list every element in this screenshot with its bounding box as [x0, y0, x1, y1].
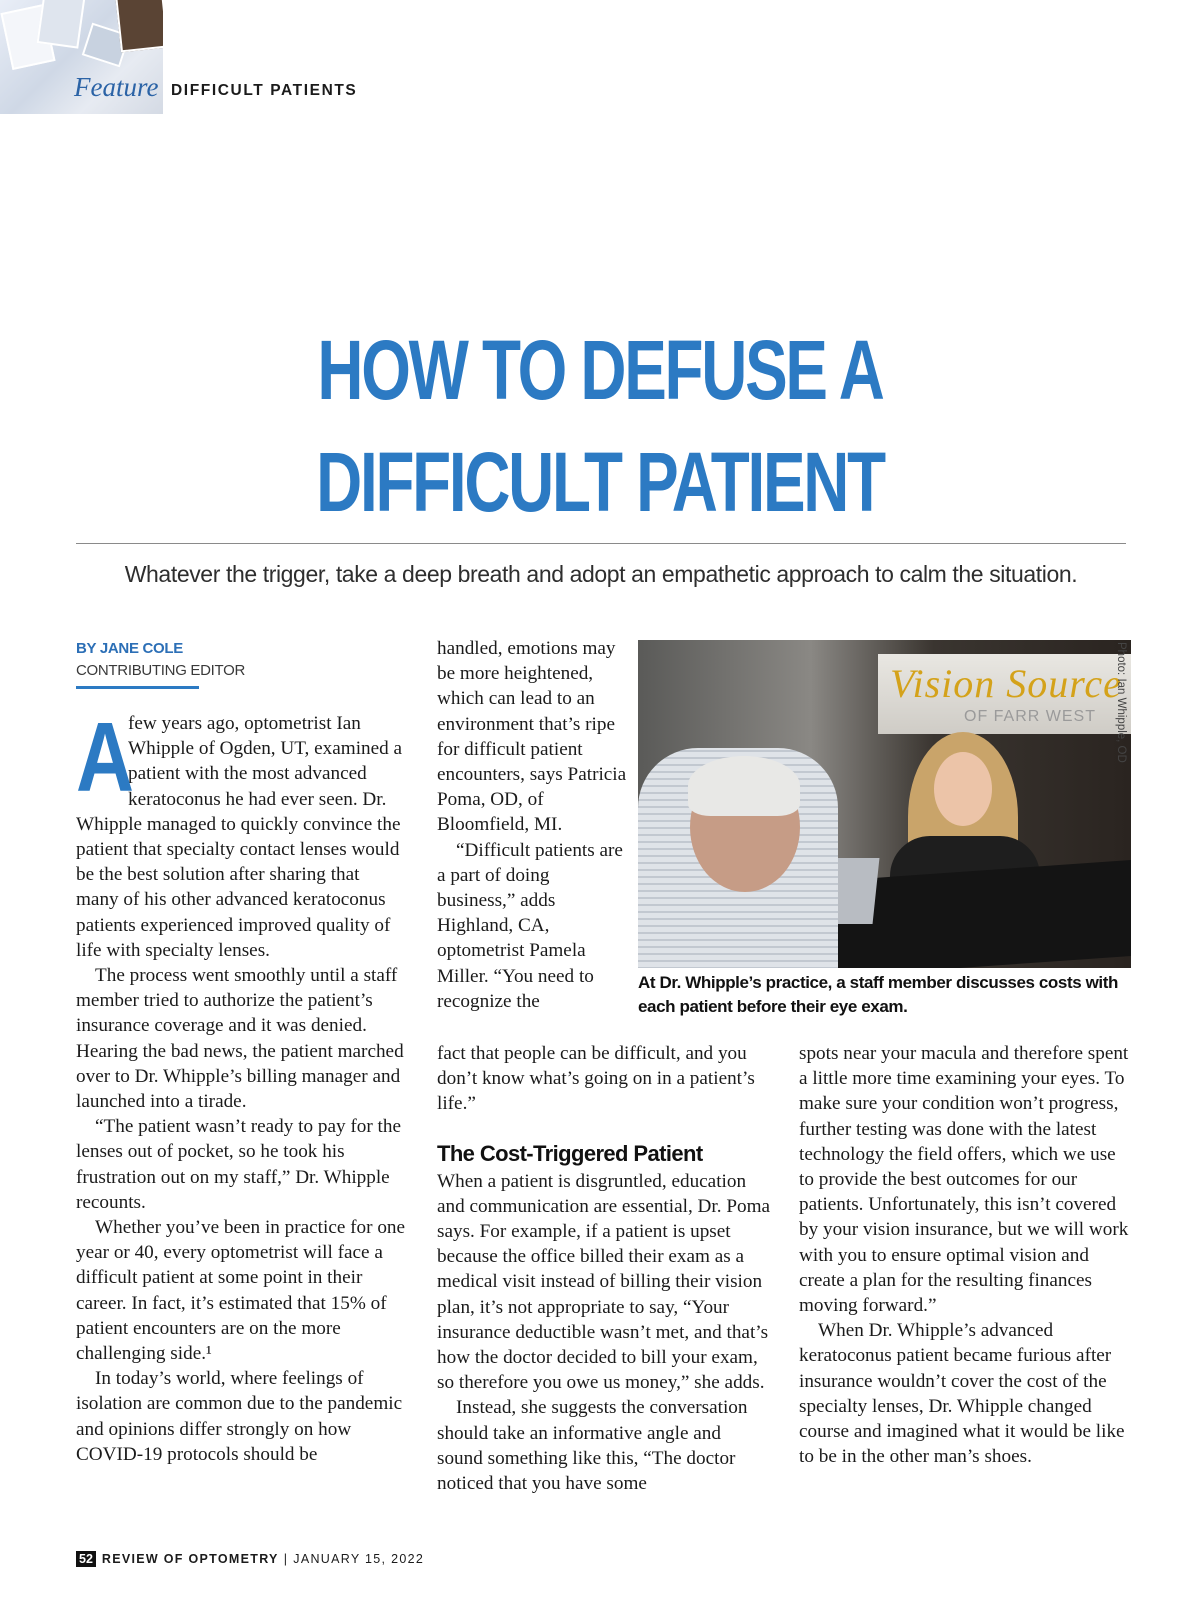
paragraph: When Dr. Whipple’s advanced keratoconus patient became furious after insurance wouldn’t cover the cost of the specialty lenses, Dr. Whipple changed course and imagined what it would be like to be in the other man’s shoes. — [799, 1320, 1125, 1468]
issue-date: JANUARY 15, 2022 — [293, 1552, 425, 1566]
page-number: 52 — [76, 1551, 96, 1567]
photo-credit: Photo: Ian Whipple, OD — [1115, 642, 1127, 763]
article-deck: Whatever the trigger, take a deep breath and adopt an empathetic approach to calm the situation. — [124, 561, 1078, 587]
sign-text: Vision Source — [890, 661, 1122, 706]
sign-subtext: OF FARR WEST — [964, 708, 1096, 725]
headline-line-2: DIFFICULT PATIENT — [316, 435, 884, 529]
magazine-name: REVIEW OF OPTOMETRY — [101, 1552, 279, 1566]
vision-source-sign — [878, 654, 1131, 734]
article-headline — [144, 314, 1056, 538]
paragraph: When a patient is disgruntled, education and communication are essential, Dr. Poma says. For example, if a patient is upset because the office billed their exam as a medical visit instead of billing their vision plan, it’s not appropriate to say, “Your insurance deductible wasn’t met, and that’s how the doctor decided to bill your exam, so therefore you owe us money,” she adds. — [437, 1170, 771, 1394]
byline-role: CONTRIBUTING EDITOR — [76, 662, 246, 679]
paragraph: spots near your macula and therefore spent a little more time examining your eyes. To make sure your condition won’t progress, further testing was done with the latest technology the field offers, which we use to provide the best outcomes for our patients. Unfortunately, this isn’t covered by your vision insurance, but we will work with you to ensure optimal vision and create a plan for the resulting finances moving forward.” — [799, 1043, 1129, 1317]
photo-caption: At Dr. Whipple’s practice, a staff member discusses costs with each patient before their eye exam. — [638, 973, 1119, 1016]
section-label: DIFFICULT PATIENTS — [171, 82, 358, 99]
paragraph: fact that people can be difficult, and you don’t know what’s going on in a patient’s life.” — [437, 1043, 755, 1115]
drop-cap: A — [76, 702, 135, 812]
paragraph: few years ago, optometrist Ian Whipple of Ogden, UT, examined a patient with the most advanced keratoconus he had ever seen. Dr. Whipple managed to quickly convince the patient that specialty contact lenses would be the best solution after sharing that many of his other advanced keratoconus patients experienced improved quality of life with specialty lenses. — [76, 713, 403, 961]
article-column-2-bottom — [437, 1041, 771, 1496]
feature-label: Feature — [74, 72, 159, 102]
paragraph: Instead, she suggests the conversation should take an informative angle and sound something like this, “The doctor noticed that you have some — [437, 1397, 748, 1495]
article-column-2-top — [437, 636, 627, 1014]
paragraph: In today’s world, where feelings of isolation are common due to the pandemic and opinions differ strongly on how COVID-19 protocols should be — [76, 1368, 403, 1465]
footer-separator: | — [283, 1552, 289, 1566]
article-column-1 — [76, 702, 406, 1467]
page-footer — [76, 1551, 424, 1567]
byline-author: BY JANE COLE — [76, 640, 183, 657]
byline — [76, 638, 245, 682]
headline-divider — [76, 543, 1126, 544]
article-photo — [638, 640, 1131, 968]
headline-line-1: HOW TO DEFUSE A — [317, 323, 883, 417]
paragraph: The process went smoothly until a staff member tried to authorize the patient’s insurance coverage and it was denied. Hearing the bad news, the patient marched over to Dr. Whipple’s billing manager and launched into a tirade. — [76, 965, 404, 1113]
paragraph: “The patient wasn’t ready to pay for the lenses out of pocket, so he took his frustration out on my staff,” Dr. Whipple recounts. — [76, 1116, 401, 1213]
section-subhead: The Cost-Triggered Patient — [437, 1140, 703, 1166]
byline-rule — [76, 686, 199, 689]
paragraph: Whether you’ve been in practice for one year or 40, every optometrist will face a difficult patient at some point in their career. In fact, it’s estimated that 15% of patient encounters are on the more challenging side.¹ — [76, 1217, 406, 1365]
paragraph: handled, emotions may be more heightened, which can lead to an environment that’s ripe for difficult patient encounters, says Patricia Poma, OD, of Bloomfield, MI. — [437, 638, 627, 836]
article-column-3 — [799, 1041, 1134, 1469]
paragraph: “Difficult patients are a part of doing business,” adds Highland, CA, optometrist Pamela Miller. “You need to recognize the — [437, 839, 623, 1012]
